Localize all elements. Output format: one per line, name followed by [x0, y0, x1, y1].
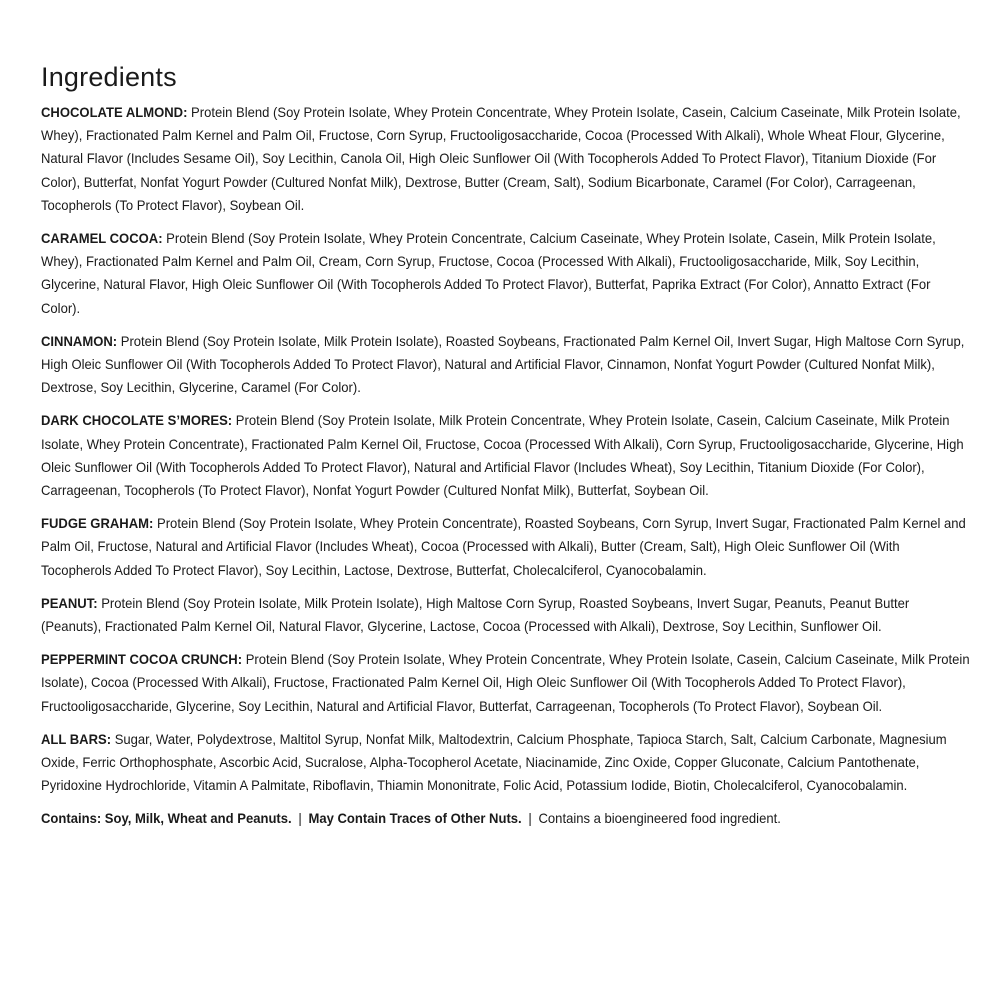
section-peanut [41, 592, 972, 638]
section-label: DARK CHOCOLATE S’MORES: [41, 413, 233, 429]
section-text: Protein Blend (Soy Protein Isolate, Milk Protein Isolate), High Maltose Corn Syrup, Roasted Soybeans, Invert Sugar, Peanuts, Peanut Butter (Peanuts), Fractionated Palm Kernel Oil, Natural Flavor, Glycerine, Lactose, Cocoa (Processed with Alkali), Dextrose, Soy Lecithin, Sunflower Oil. [41, 595, 910, 635]
section-caramel-cocoa [41, 227, 972, 320]
bioengineered-notice: Contains a bioengineered food ingredient. [538, 811, 781, 827]
section-text: Protein Blend (Soy Protein Isolate, Milk Protein Concentrate, Whey Protein Isolate, Casein, Calcium Caseinate, Milk Protein Isolate, Whey Protein Concentrate), Fractionated Palm Kernel Oil, Fructose, Cocoa (Processed With Alkali), Corn Syrup, Fructooligosaccharide, Glycerine, High Oleic Sunflower Oil (With Tocopherols Added To Protect Flavor), Natural and Artificial Flavor (Includes Wheat), Soy Lecithin, Titanium Dioxide (For Color), Carrageenan, Tocopherols (To Protect Flavor), Nonfat Yogurt Powder (Cultured Nonfat Milk), Butterfat, Soybean Oil. [41, 413, 964, 499]
section-text: Protein Blend (Soy Protein Isolate, Whey Protein Concentrate, Whey Protein Isolate, Casein, Calcium Caseinate, Milk Protein Isolate, Whey), Fractionated Palm Kernel and Palm Oil, Fructose, Corn Syrup, Fructooligosaccharide, Cocoa (Processed With Alkali), Whole Wheat Flour, Glycerine, Natural Flavor (Includes Sesame Oil), Soy Lecithin, Canola Oil, High Oleic Sunflower Oil (With Tocopherols Added To Protect Flavor), Titanium Dioxide (For Color), Butterfat, Nonfat Yogurt Powder (Cultured Nonfat Milk), Dextrose, Butter (Cream, Salt), Sodium Bicarbonate, Caramel (For Color), Carrageenan, Tocopherols (To Protect Flavor), Soybean Oil. [41, 105, 961, 213]
section-label: CHOCOLATE ALMOND: [41, 105, 188, 120]
section-text: Protein Blend (Soy Protein Isolate, Milk Protein Isolate), Roasted Soybeans, Fractionated Palm Kernel Oil, Invert Sugar, High Maltose Corn Syrup, High Oleic Sunflower Oil (With Tocopherols Added To Protect Flavor), Natural and Artificial Flavor, Cinnamon, Nonfat Yogurt Powder (Cultured Nonfat Milk), Dextrose, Soy Lecithin, Glycerine, Caramel (For Color). [41, 333, 965, 396]
section-chocolate-almond [41, 101, 972, 217]
footer-separator: | [298, 811, 302, 827]
footer-separator: | [528, 811, 532, 827]
contains-allergens: Contains: Soy, Milk, Wheat and Peanuts. [41, 811, 292, 827]
page-title: Ingredients [41, 62, 177, 92]
section-label: PEPPERMINT COCOA CRUNCH: [41, 652, 243, 668]
section-label: PEANUT: [41, 595, 98, 611]
section-text: Sugar, Water, Polydextrose, Maltitol Syrup, Nonfat Milk, Maltodextrin, Calcium Phosphate, Tapioca Starch, Salt, Calcium Carbonate, Magnesium Oxide, Ferric Orthophosphate, Ascorbic Acid, Sucralose, Alpha-Tocopherol Acetate, Niacinamide, Zinc Oxide, Copper Gluconate, Calcium Pantothenate, Pyridoxine Hydrochloride, Vitamin A Palmitate, Riboflavin, Thiamin Mononitrate, Folic Acid, Potassium Iodide, Biotin, Cholecalciferol, Cyanocobalamin. [41, 731, 947, 794]
section-cinnamon [41, 330, 972, 400]
section-label: FUDGE GRAHAM: [41, 516, 154, 532]
section-text: Protein Blend (Soy Protein Isolate, Whey Protein Concentrate, Whey Protein Isolate, Casein, Calcium Caseinate, Milk Protein Isolate), Cocoa (Processed With Alkali), Fructose, Fractionated Palm Kernel Oil, High Oleic Sunflower Oil (With Tocopherols Added To Protect Flavor), Fructooligosaccharide, Glycerine, Soy Lecithin, Natural and Artificial Flavor, Butterfat, Carrageenan, Tocopherols (To Protect Flavor), Soybean Oil. [41, 652, 970, 714]
section-label: CINNAMON: [41, 333, 118, 349]
traces-warning: May Contain Traces of Other Nuts. [308, 811, 522, 827]
section-fudge-graham [41, 512, 972, 582]
allergen-footer [41, 807, 972, 830]
section-dark-chocolate-smores [41, 409, 972, 502]
section-label: ALL BARS: [41, 731, 112, 747]
ingredients-panel [41, 62, 971, 830]
section-label: CARAMEL COCOA: [41, 231, 163, 247]
section-peppermint-cocoa-crunch [41, 648, 972, 718]
section-text: Protein Blend (Soy Protein Isolate, Whey Protein Concentrate, Calcium Caseinate, Whey Protein Isolate, Casein, Milk Protein Isolate, Whey), Fractionated Palm Kernel and Palm Oil, Cream, Corn Syrup, Fructose, Cocoa (Processed With Alkali), Fructooligosaccharide, Milk, Soy Lecithin, Glycerine, Natural Flavor, High Oleic Sunflower Oil (With Tocopherols Added To Protect Flavor), Butterfat, Paprika Extract (For Color), Annatto Extract (For Color). [41, 231, 936, 316]
section-text: Protein Blend (Soy Protein Isolate, Whey Protein Concentrate), Roasted Soybeans, Corn Syrup, Invert Sugar, Fractionated Palm Kernel and Palm Oil, Fructose, Natural and Artificial Flavor (Includes Wheat), Cocoa (Processed with Alkali), Butter (Cream, Salt), High Oleic Sunflower Oil (With Tocopherols Added To Protect Flavor), Soy Lecithin, Lactose, Dextrose, Butterfat, Cholecalciferol, Cyanocobalamin. [41, 516, 966, 578]
section-all-bars [41, 728, 972, 798]
